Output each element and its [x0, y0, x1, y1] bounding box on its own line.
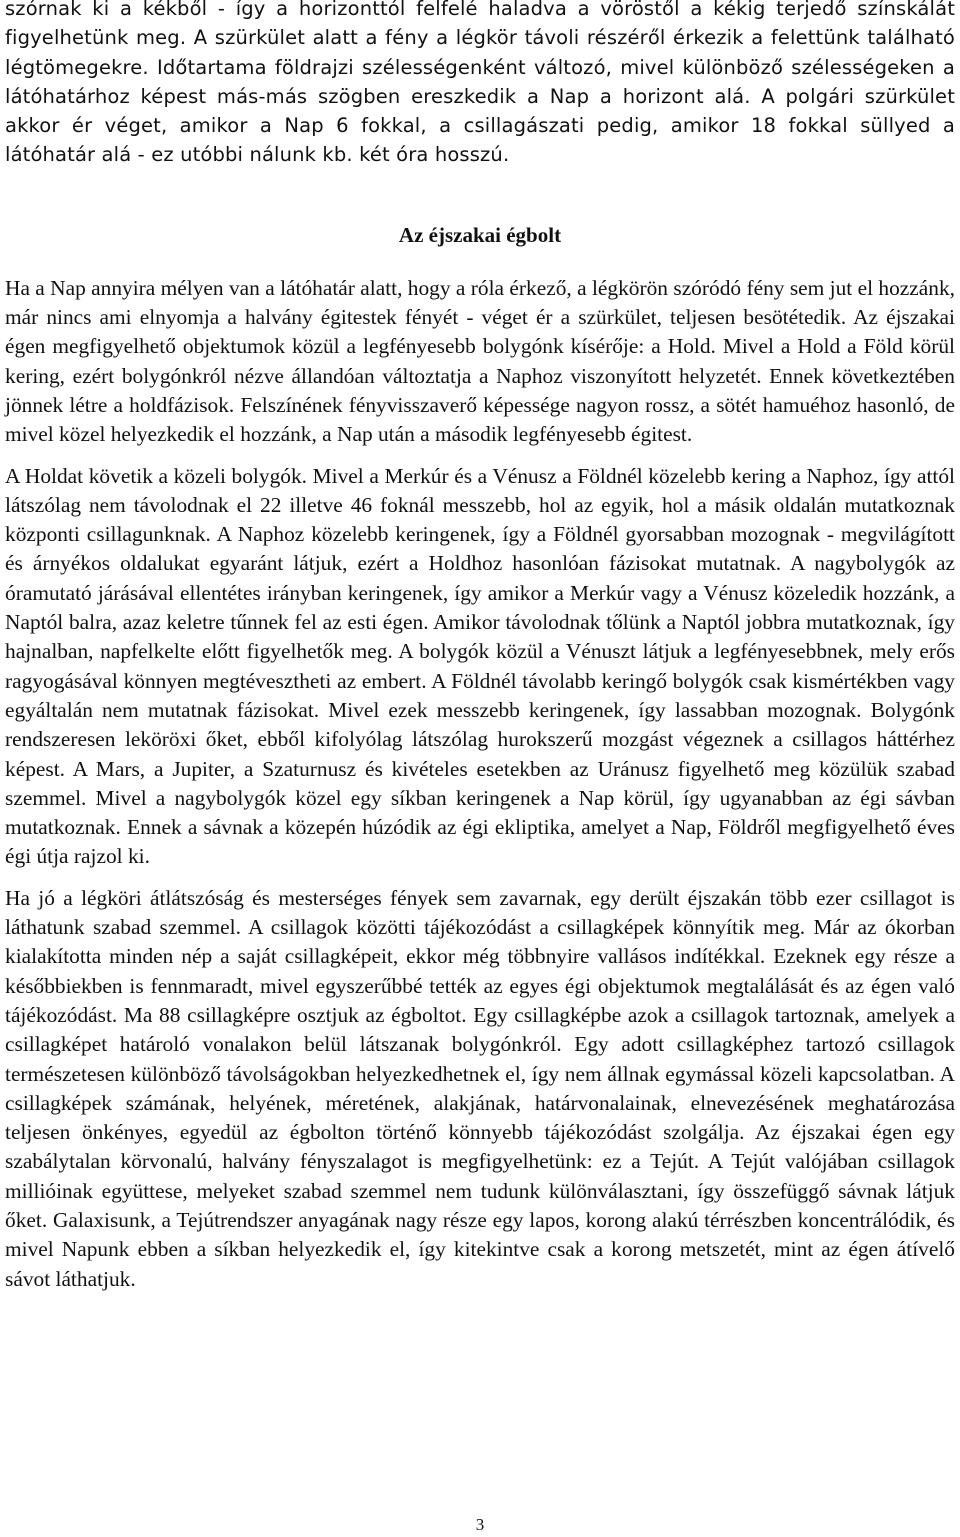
intro-paragraph: szórnak ki a kékből - így a horizonttól felfelé haladva a vöröstől a kékig terjedő színskálát figyelhetünk meg. A szürkület alatt a fény a légkör távoli részéről érkezik a felettünk található légtömegekre. Időtartama földrajzi szélességenként változó, mivel különböző szélességeken a látóhatárhoz képest más-más szögben ereszkedik a Nap a horizont alá. A polgári szürkület akkor ér véget, amikor a Nap 6 fokkal, a csillagászati pedig, amikor 18 fokkal süllyed a látóhatár alá - ez utóbbi nálunk kb. két óra hosszú.	[5, 0, 955, 167]
section-title: Az éjszakai égbolt	[398, 222, 562, 247]
body-paragraph: Ha jó a légköri átlátszóság és mesterséges fények sem zavarnak, egy derült éjszakán több ezer csillagot is láthatunk szabad szemmel. A csillagok közötti tájékozódást a csillagképek könnyítik meg. Már az ókorban kialakította minden nép a saját csillagképeit, ekkor még többnyire vallásos indítékkal. Ezeknek egy része a későbbiekben is fennmaradt, mivel egyszerűbbé tették az egyes égi objektumok megtalálását és az égen való tájékozódást. Ma 88 csillagképre osztjuk az égboltot. Egy csillagképbe azok a csillagok tartoznak, amelyek a csillagképet határoló vonalakon belül látszanak bolygónkról. Egy adott csillagképhez tartozó csillagok természetesen különböző távolságokban helyezkedhetnek el, így nem állnak egymással közeli kapcsolatban. A csillagképek számának, helyének, méretének, alakjának, határvonalainak, elnevezésének meghatározása teljesen önkényes, egyedül az égbolton történő könnyebb tájékozódást szolgálja. Az éjszakai égen egy szabálytalan körvonalú, halvány fényszalagot is megfigyelhetünk: ez a Tejút. A Tejút valójában csillagok millióinak együttese, melyeket szabad szemmel nem tudunk különválasztani, így összefüggő sávnak látjuk őket. Galaxisunk, a Tejútrendszer anyagának nagy része egy lapos, korong alakú térrészben koncentrálódik, és mivel Napunk ebben a síkban helyezkedik el, így kitekintve csak a korong metszetét, mint az égen átívelő sávot láthatjuk.	[5, 885, 955, 1291]
page-number: 3	[475, 1515, 485, 1534]
body-paragraph: Ha a Nap annyira mélyen van a látóhatár alatt, hogy a róla érkező, a légkörön szóródó fény sem jut el hozzánk, már nincs ami elnyomja a halvány égitestek fényét - véget ér a szürkület, teljesen besötétedik. Az éjszakai égen megfigyelhető objektumok közül a legfényesebb bolygónk kísérője: a Hold. Mivel a Hold a Föld körül kering, ezért bolygónkról nézve állandóan változtatja a Naphoz viszonyított helyzetét. Ennek következtében jönnek létre a holdfázisok. Felszínének fényvisszaverő képessége nagyon rossz, a sötét hamuéhoz hasonló, de mivel közel helyezkedik el hozzánk, a Nap után a második legfényesebb égitest.	[5, 275, 955, 447]
body-paragraph: A Holdat követik a közeli bolygók. Mivel a Merkúr és a Vénusz a Földnél közelebb kering a Naphoz, így attól látszólag nem távolodnak el 22 illetve 46 foknál messzebb, hol az egyik, hol a másik oldalán mutatkoznak központi csillagunknak. A Naphoz közelebb keringenek, így a Földnél gyorsabban mozognak - megvilágított és árnyékos oldalukat egyaránt látjuk, ezért a Holdhoz hasonlóan fázisokat mutatnak. A nagybolygók az óramutató járásával ellentétes irányban keringenek, így amikor a Merkúr vagy a Vénusz közeledik hozzánk, a Naptól balra, azaz keletre tűnnek fel az esti égen. Amikor távolodnak tőlünk a Naptól jobbra mutatkoznak, így hajnalban, napfelkelte előtt figyelhetők meg. A bolygók közül a Vénuszt látjuk a legfényesebbnek, mely erős ragyogásával könnyen megtévesztheti az embert. A Földnél távolabb keringő bolygók csak kismértékben vagy egyáltalán nem mutatnak fázisokat. Mivel ezek messzebb keringenek, így lassabban mozognak. Bolygónk rendszeresen leköröxi őket, ebből kifolyólag látszólag hurokszerű mozgást végeznek a csillagos háttérhez képest. A Mars, a Jupiter, a Szaturnusz és kivételes esetekben az Uránusz figyelhető meg közülük szabad szemmel. Mivel a nagybolygók közel egy síkban keringenek a Nap körül, így ugyanabban az égi sávban mutatkoznak. Ennek a sávnak a közepén húzódik az égi ekliptika, amelyet a Nap, Földről megfigyelhető éves égi útja rajzol ki.	[5, 463, 955, 869]
document-page	[5, 0, 955, 1294]
